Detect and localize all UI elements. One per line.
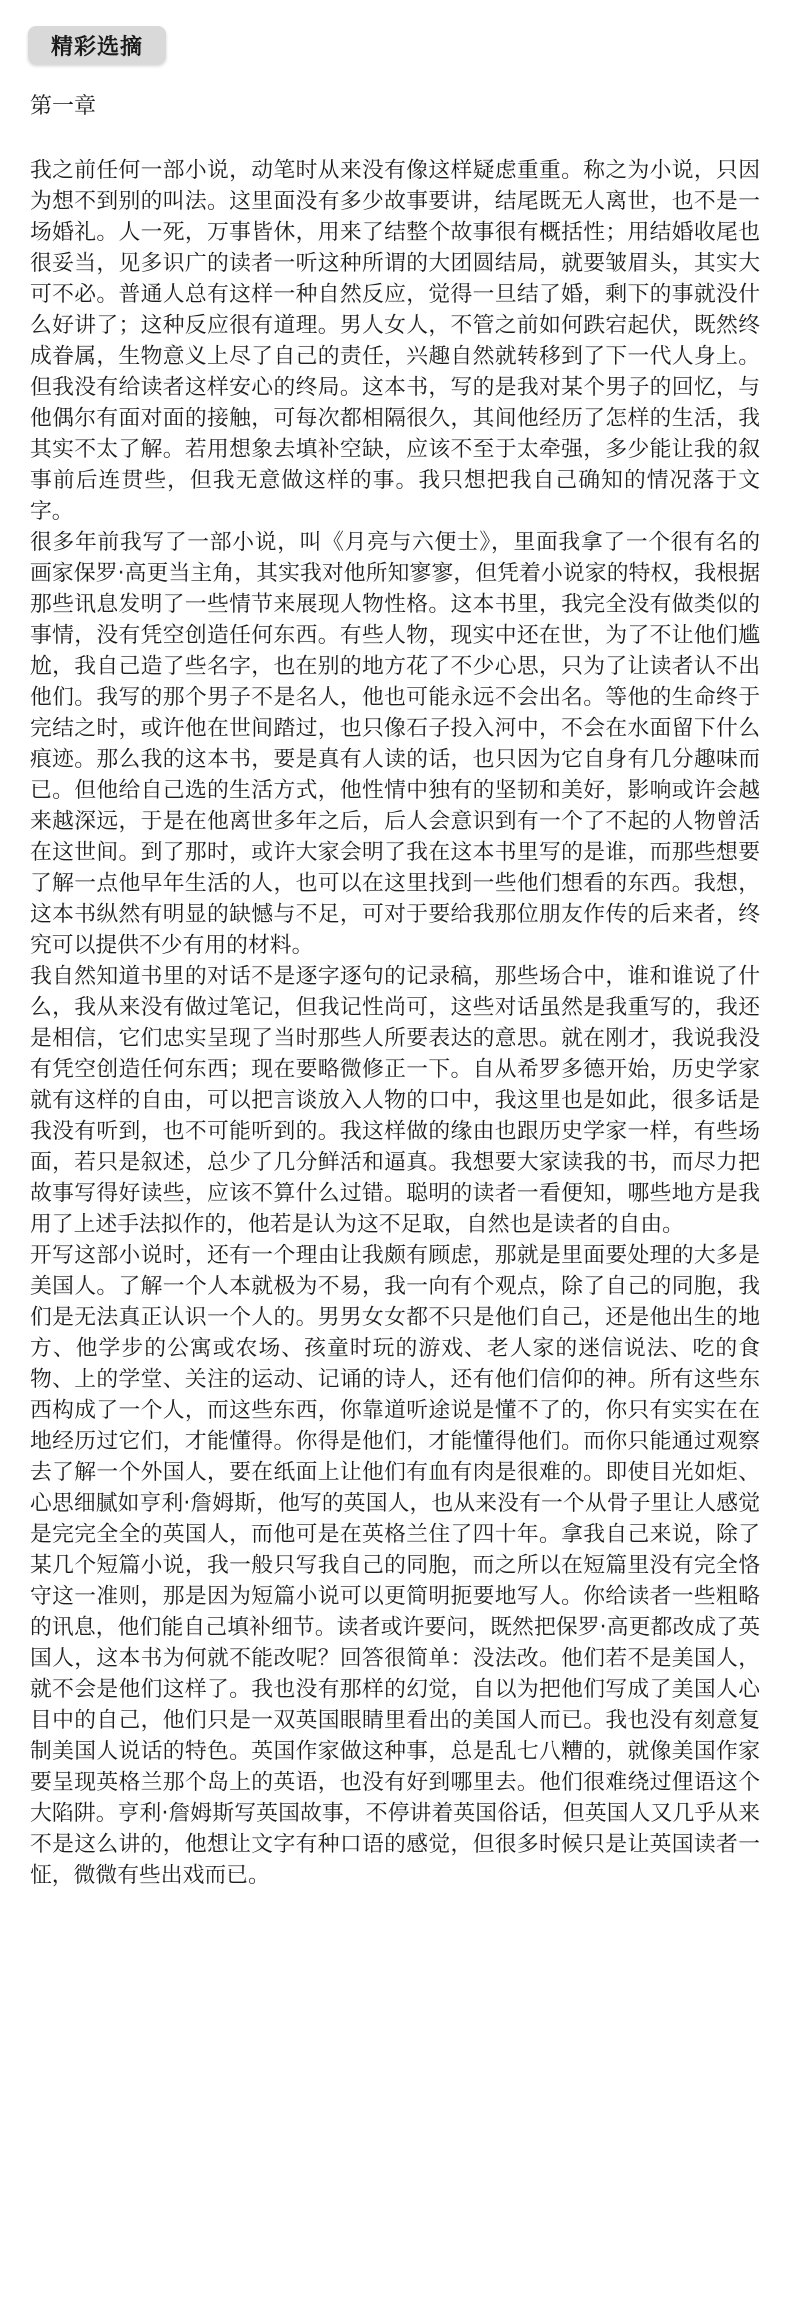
excerpt-tag: 精彩选摘 [28, 26, 166, 64]
paragraph: 我自然知道书里的对话不是逐字逐句的记录稿，那些场合中，谁和谁说了什么，我从来没有做过笔记，但我记性尚可，这些对话虽然是我重写的，我还是相信，它们忠实呈现了当时那些人所要表达的意思。就在刚才，我说我没有凭空创造任何东西；现在要略微修正一下。自从希罗多德开始，历史学家就有这样的自由，可以把言谈放入人物的口中，我这里也是如此，很多话是我没有听到，也不可能听到的。我这样做的缘由也跟历史学家一样，有些场面，若只是叙述，总少了几分鲜活和逼真。我想要大家读我的书，而尽力把故事写得好读些，应该不算什么过错。聪明的读者一看便知，哪些地方是我用了上述手法拟作的，他若是认为这不足取，自然也是读者的自由。 [30, 964, 760, 1237]
chapter-title: 第一章 [30, 94, 97, 119]
paragraph: 很多年前我写了一部小说，叫《月亮与六便士》，里面我拿了一个很有名的画家保罗·高更当主角，其实我对他所知寥寥，但凭着小说家的特权，我根据那些讯息发明了一些情节来展现人物性格。这本书里，我完全没有做类似的事情，没有凭空创造任何东西。有些人物，现实中还在世，为了不让他们尴尬，我自己造了些名字，也在别的地方花了不少心思，只为了让读者认不出他们。我写的那个男子不是名人，他也可能永远不会出名。等他的生命终于完结之时，或许他在世间踏过，也只像石子投入河中，不会在水面留下什么痕迹。那么我的这本书，要是真有人读的话，也只因为它自身有几分趣味而已。但他给自己选的生活方式，他性情中独有的坚韧和美好，影响或许会越来越深远，于是在他离世多年之后，后人会意识到有一个了不起的人物曾活在这世间。到了那时，或许大家会明了我在这本书里写的是谁，而那些想要了解一点他早年生活的人，也可以在这里找到一些他们想看的东西。我想，这本书纵然有明显的缺憾与不足，可对于要给我那位朋友作传的后来者，终究可以提供不少有用的材料。 [30, 530, 760, 958]
excerpt-body [30, 155, 760, 1891]
paragraph: 开写这部小说时，还有一个理由让我颇有顾虑，那就是里面要处理的大多是美国人。了解一个人本就极为不易，我一向有个观点，除了自己的同胞，我们是无法真正认识一个人的。男男女女都不只是他们自己，还是他出生的地方、他学步的公寓或农场、孩童时玩的游戏、老人家的迷信说法、吃的食物、上的学堂、关注的运动、记诵的诗人，还有他们信仰的神。所有这些东西构成了一个人，而这些东西，你靠道听途说是懂不了的，你只有实实在在地经历过它们，才能懂得。你得是他们，才能懂得他们。而你只能通过观察去了解一个外国人，要在纸面上让他们有血有肉是很难的。即使目光如炬、心思细腻如亨利·詹姆斯，他写的英国人，也从来没有一个从骨子里让人感觉是完完全全的英国人，而他可是在英格兰住了四十年。拿我自己来说，除了某几个短篇小说，我一般只写我自己的同胞，而之所以在短篇里没有完全恪守这一准则，那是因为短篇小说可以更简明扼要地写人。你给读者一些粗略的讯息，他们能自己填补细节。读者或许要问，既然把保罗·高更都改成了英国人，这本书为何就不能改呢？回答很简单：没法改。他们若不是美国人，就不会是他们这样了。我也没有那样的幻觉，自以为把他们写成了美国人心目中的自己，他们只是一双英国眼睛里看出的美国人而已。我也没有刻意复制美国人说话的特色。英国作家做这种事，总是乱七八糟的，就像美国作家要呈现英格兰那个岛上的英语，也没有好到哪里去。他们很难绕过俚语这个大陷阱。亨利·詹姆斯写英国故事，不停讲着英国俗话，但英国人又几乎从来不是这么讲的，他想让文字有种口语的感觉，但很多时候只是让英国读者一怔，微微有些出戏而已。 [30, 1243, 760, 1888]
paragraph: 我之前任何一部小说，动笔时从来没有像这样疑虑重重。称之为小说，只因为想不到别的叫法。这里面没有多少故事要讲，结尾既无人离世，也不是一场婚礼。人一死，万事皆休，用来了结整个故事很有概括性；用结婚收尾也很妥当，见多识广的读者一听这种所谓的大团圆结局，就要皱眉头，其实大可不必。普通人总有这样一种自然反应，觉得一旦结了婚，剩下的事就没什么好讲了；这种反应很有道理。男人女人，不管之前如何跌宕起伏，既然终成眷属，生物意义上尽了自己的责任，兴趣自然就转移到了下一代人身上。但我没有给读者这样安心的终局。这本书，写的是我对某个男子的回忆，与他偶尔有面对面的接触，可每次都相隔很久，其间他经历了怎样的生活，我其实不太了解。若用想象去填补空缺，应该不至于太牵强，多少能让我的叙事前后连贯些，但我无意做这样的事。我只想把我自己确知的情况落于文字。 [30, 158, 760, 524]
